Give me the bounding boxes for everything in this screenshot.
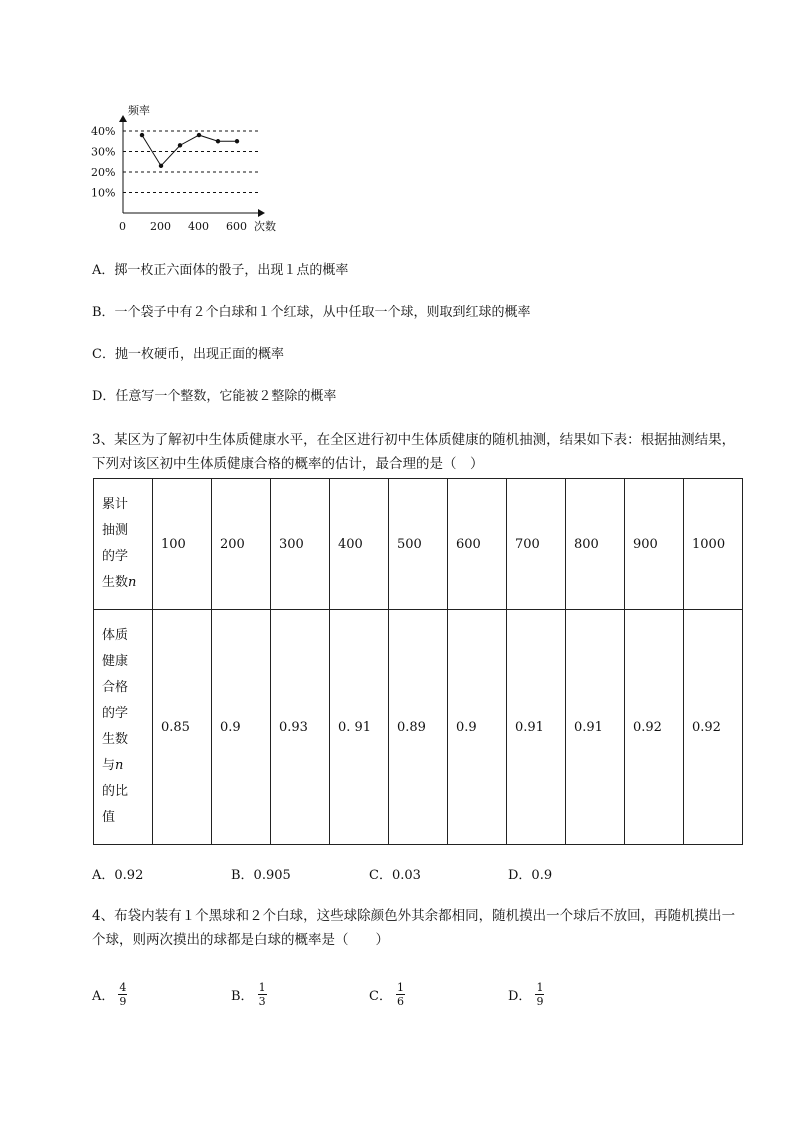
table-cell: 0.92 [684, 610, 743, 845]
table-cell: 800 [566, 479, 625, 610]
q3-option-d: D．0.9 [508, 868, 553, 883]
chart-svg [86, 98, 296, 238]
table-cell: 0.91 [566, 610, 625, 845]
q4-option-d: D． $\frac{1}{9}$ [508, 980, 544, 1008]
q4-stem: 4、布袋内装有１个黑球和２个白球，这些球除颜色外其余都相同，随机摸出一个球后不放回，再随机摸出一个球，则两次摸出的球都是白球的概率是（ ） [92, 908, 736, 948]
q2-option-c: C．抛一枚硬币，出现正面的概率 [92, 347, 284, 362]
table-row-students [94, 479, 743, 610]
q4-option-c: C． $\frac{1}{6}$ [369, 980, 404, 1008]
y-tick-label: 40% [91, 125, 116, 138]
q4-option-a: A． $\frac{4}{9}$ [92, 980, 127, 1008]
table-cell: 0. 91 [330, 610, 389, 845]
q3-option-c: C．0.03 [369, 868, 421, 883]
q2-option-d: D．任意写一个整数，它能被２整除的概率 [92, 389, 337, 404]
table-row-ratio [94, 610, 743, 845]
x-axis-label: 次数 [254, 220, 276, 233]
table-cell: 0.9 [448, 610, 507, 845]
fraction: $\frac{1}{9}$ [536, 980, 544, 1008]
x-tick-label: 400 [188, 220, 209, 233]
data-point [178, 143, 182, 147]
row-header-cumulative-students: 累计 抽测 的学 生数n [94, 479, 153, 610]
q3-option-a: A．0.92 [92, 868, 144, 883]
fraction: $\frac{1}{6}$ [396, 980, 404, 1008]
data-point [140, 133, 144, 137]
table-cell: 700 [507, 479, 566, 610]
table-cell: 0.9 [212, 610, 271, 845]
table-cell: 0.89 [389, 610, 448, 845]
data-point [216, 139, 220, 143]
table-cell: 200 [212, 479, 271, 610]
table-cell: 300 [271, 479, 330, 610]
q4-options [92, 974, 742, 1014]
table-cell: 0.85 [153, 610, 212, 845]
q3-table [93, 478, 743, 845]
q2-option-b: B．一个袋子中有２个白球和１个红球，从中任取一个球，则取到红球的概率 [92, 305, 531, 320]
table-cell: 0.92 [625, 610, 684, 845]
table-cell: 100 [153, 479, 212, 610]
frequency-chart [86, 98, 296, 238]
y-tick-label: 10% [91, 186, 116, 200]
series-line [142, 135, 237, 166]
table-cell: 0.91 [507, 610, 566, 845]
table-cell: 600 [448, 479, 507, 610]
data-point [159, 164, 163, 168]
table-cell: 1000 [684, 479, 743, 610]
table-cell: 400 [330, 479, 389, 610]
q2-option-a: A．掷一枚正六面体的骰子，出现１点的概率 [92, 263, 349, 278]
table-cell: 900 [625, 479, 684, 610]
y-tick-label: 20% [91, 166, 116, 179]
q3-option-b: B．0.905 [231, 868, 291, 883]
q4-option-b: B． $\frac{1}{3}$ [231, 980, 266, 1008]
data-point [197, 133, 201, 137]
y-tick-label: 30% [91, 145, 116, 159]
x-tick-label: 200 [150, 220, 171, 233]
row-header-qualified-ratio: 体质 健康 合格 的学 生数 与n 的比 值 [94, 610, 153, 845]
fraction: $\frac{4}{9}$ [119, 980, 127, 1008]
x-tick-label: 0 [119, 220, 126, 233]
q3-stem: 3、某区为了解初中生体质健康水平，在全区进行初中生体质健康的随机抽测，结果如下表：根据抽测结果，下列对该区初中生体质健康合格的概率的估计，最合理的是（ ） [92, 432, 736, 472]
data-point [235, 139, 239, 143]
y-axis-label: 频率 [128, 104, 150, 117]
table-cell: 500 [389, 479, 448, 610]
table-cell: 0.93 [271, 610, 330, 845]
x-tick-label: 600 [226, 220, 247, 233]
fraction: $\frac{1}{3}$ [258, 980, 266, 1008]
